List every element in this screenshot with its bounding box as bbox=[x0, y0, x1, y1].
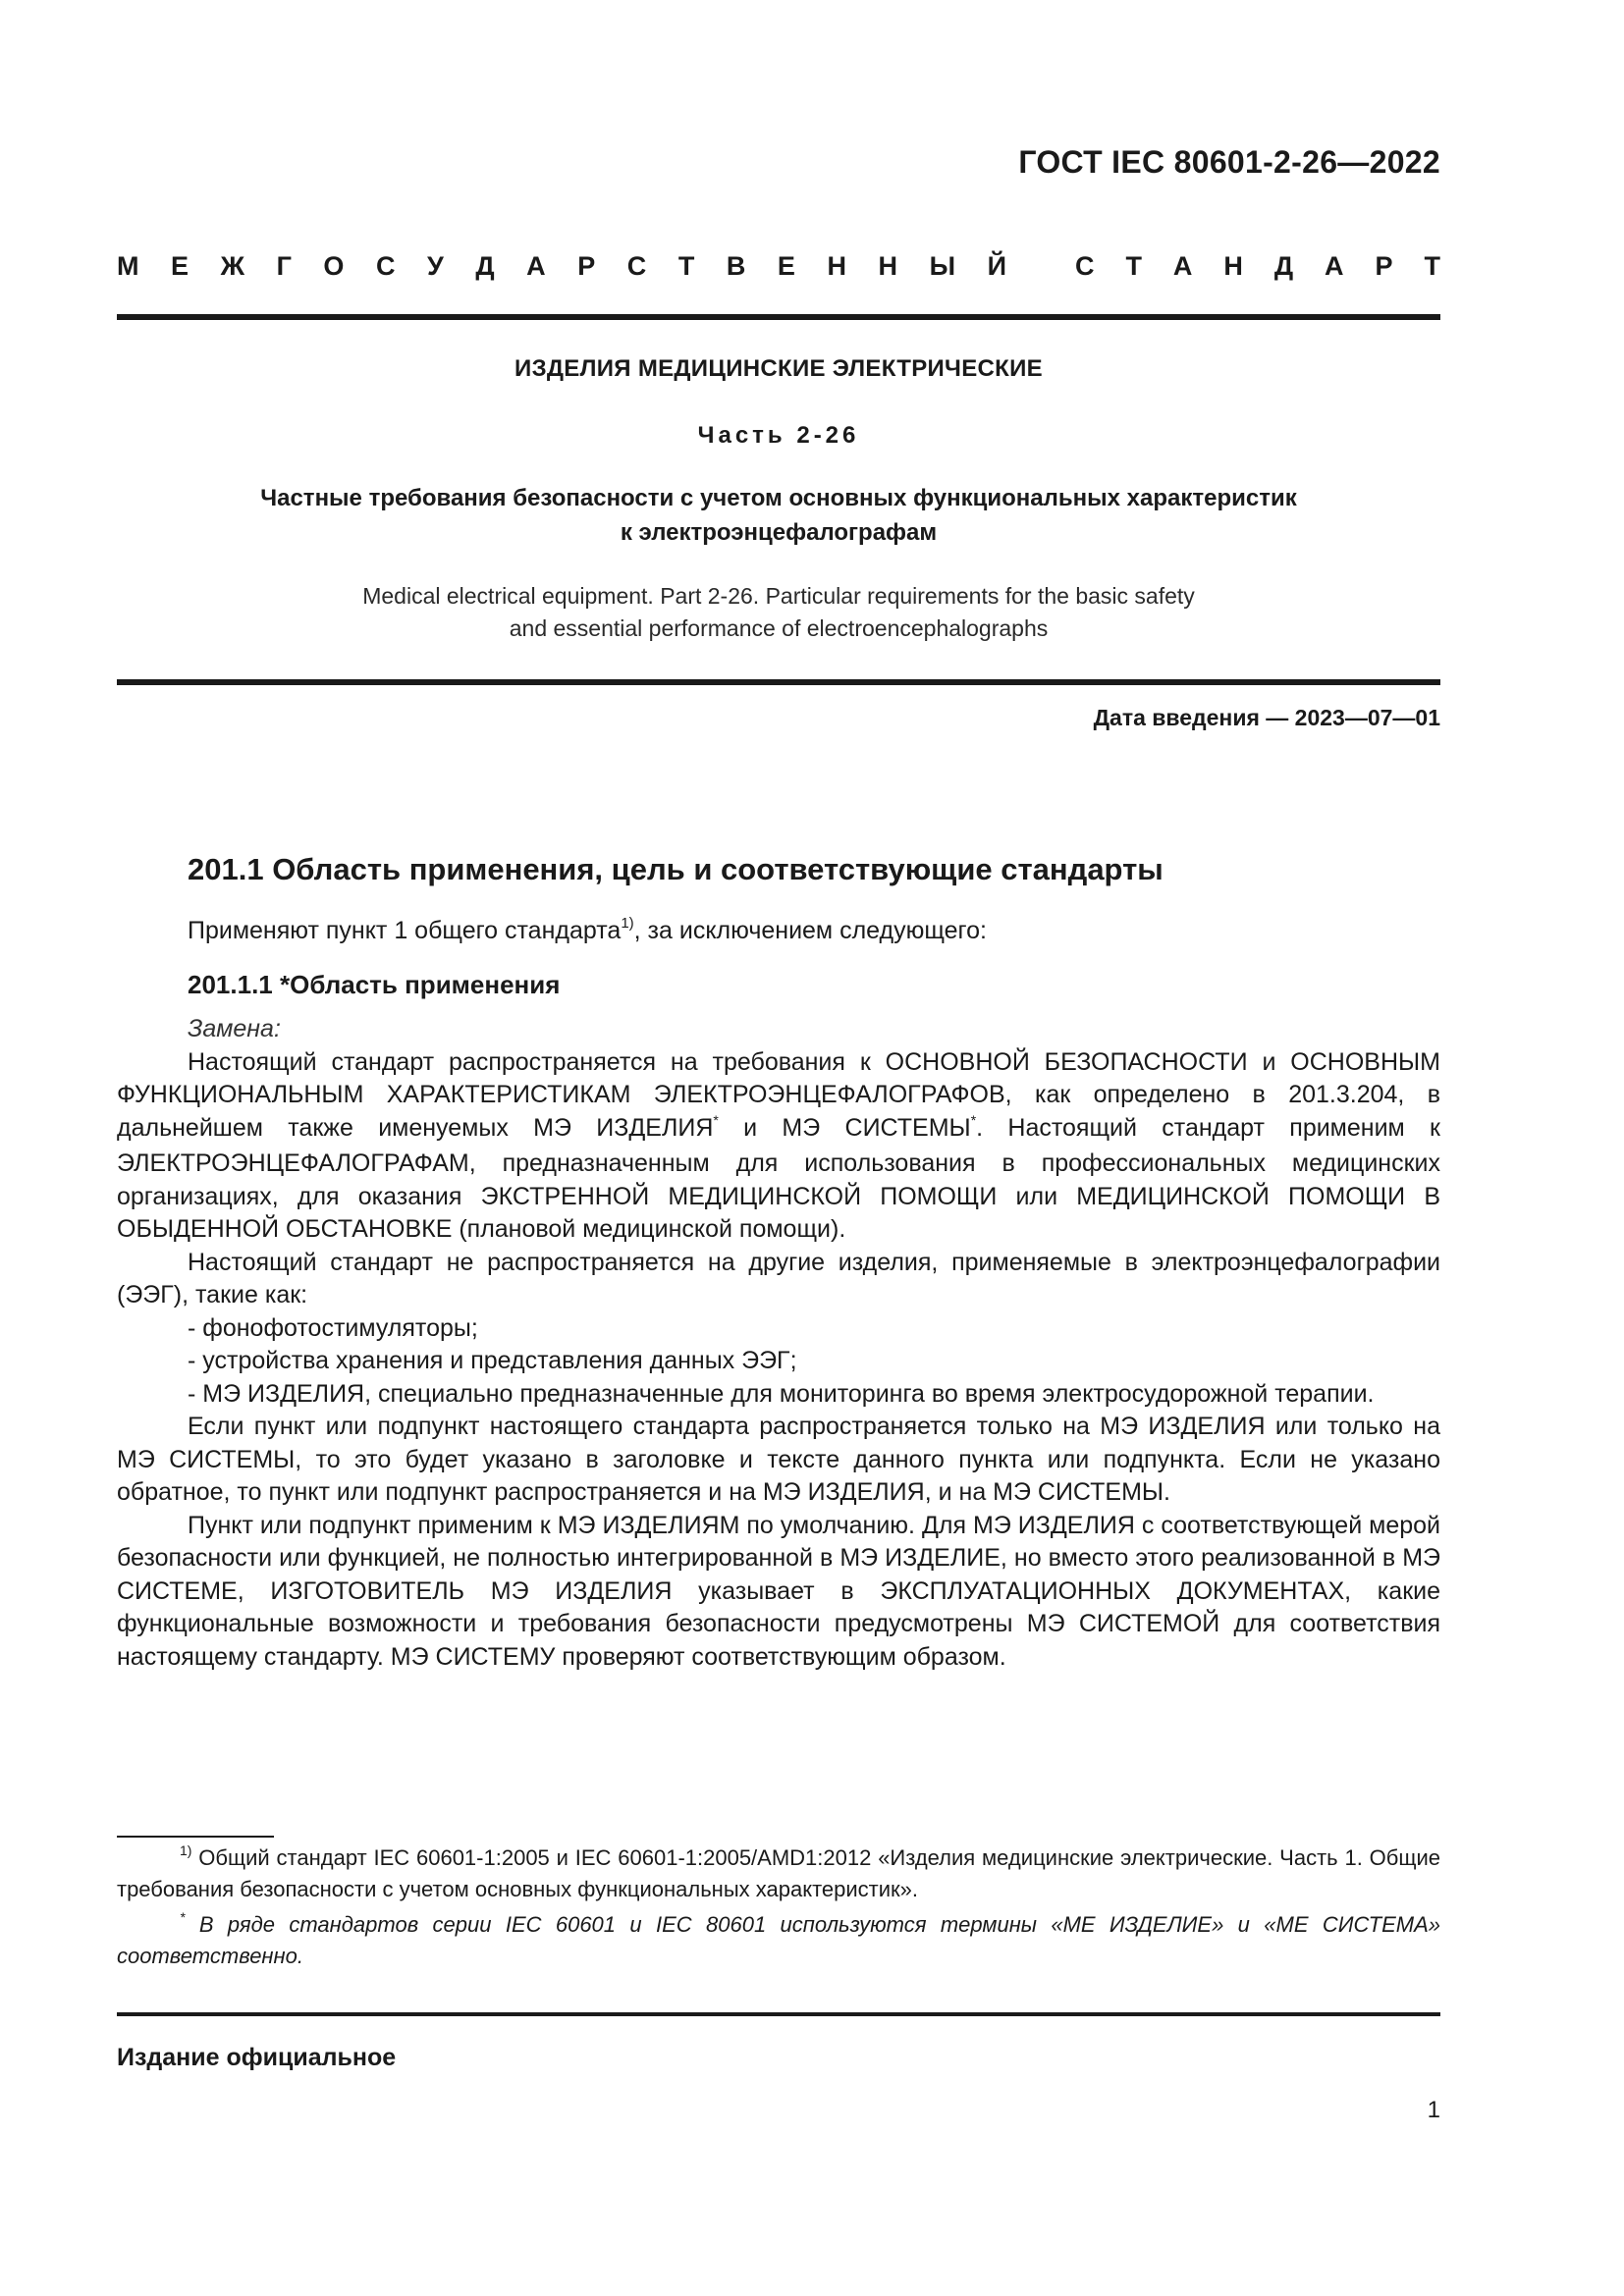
banner-letter: А bbox=[1172, 251, 1193, 281]
section-intro bbox=[188, 917, 987, 945]
banner-letter: С bbox=[626, 251, 647, 281]
footer-rule bbox=[117, 2012, 1440, 2016]
banner-letter: С bbox=[375, 251, 396, 281]
subtitle-line-2: к электроэнцефалографам bbox=[620, 519, 938, 546]
english-title-line-2: and essential performance of electroencephalographs bbox=[509, 615, 1049, 641]
footnote-star-ref: * bbox=[713, 1111, 719, 1128]
banner-letter: У bbox=[427, 251, 444, 281]
subtitle-line-1: Частные требования безопасности с учетом основных функциональных характеристик bbox=[260, 485, 1297, 511]
banner-letter: Д bbox=[475, 251, 495, 281]
footnote-2-mark: * bbox=[180, 1909, 186, 1925]
paragraph-default: Пункт или подпункт применим к МЭ ИЗДЕЛИЯМ по умолчанию. Для МЭ ИЗДЕЛИЯ с соответствующей мерой безопасности или функцией, не полностью интегрированной в МЭ ИЗДЕЛИЕ, но вместо этого реализованной в МЭ СИСТЕМЕ, ИЗГОТОВИТЕЛЬ МЭ ИЗДЕЛИЯ указывает в ЭКСПЛУАТАЦИОННЫХ ДОКУМЕНТАХ, какие функциональные возможности и требования безопасности предусмотрены МЭ СИСТЕМОЙ для соответствия настоящему стандарту. МЭ СИСТЕМУ проверяют соответствующим образом. bbox=[117, 1511, 1440, 1671]
banner-letter: Й bbox=[987, 251, 1006, 281]
interstate-standard-banner bbox=[117, 251, 1440, 282]
section-heading: 201.1 Область применения, цель и соответствующие стандарты bbox=[188, 852, 1164, 886]
paragraph-exclusions: Настоящий стандарт не распространяется на другие изделия, применяемые в электроэнцефалографии (ЭЭГ), такие как: bbox=[117, 1248, 1440, 1308]
replacement-label: Замена: bbox=[188, 1015, 281, 1042]
banner-letter: Т bbox=[677, 251, 695, 281]
banner-letter: А bbox=[1325, 251, 1344, 281]
banner-letter: Н bbox=[878, 251, 898, 281]
list-item: - устройства хранения и представления данных ЭЭГ; bbox=[188, 1347, 797, 1374]
banner-letter: В bbox=[726, 251, 746, 281]
banner-letter: Т bbox=[1125, 251, 1142, 281]
para1-part-c: . Настоящий стандарт применим к ЭЛЕКТРОЭНЦЕФАЛОГРАФАМ, предназначенным для использования в профессиональных медицинских организациях, для оказания ЭКСТРЕННОЙ МЕДИЦИНСКОЙ ПОМОЩИ или МЕДИЦИНСКОЙ ПОМОЩИ В ОБЫДЕННОЙ ОБСТАНОВКЕ (плановой медицинской помощи). bbox=[117, 1113, 1440, 1243]
banner-letter: Ы bbox=[929, 251, 956, 281]
list-item: - МЭ ИЗДЕЛИЯ, специально предназначенные для мониторинга во время электросудорожной терапии. bbox=[188, 1379, 1375, 1408]
paragraph-applicability: Если пункт или подпункт настоящего стандарта распространяется только на МЭ ИЗДЕЛИЯ или только на МЭ СИСТЕМЫ, то это будет указано в заголовке и тексте данного пункта или подпункта. Если не указано обратное, то пункт или подпункт распространяется и на МЭ ИЗДЕЛИЯ, и на МЭ СИСТЕМЫ. bbox=[117, 1413, 1440, 1506]
footnote-2-text: В ряде стандартов серии IEC 60601 и IEC 80601 используются термины «МЕ ИЗДЕЛИЕ» и «МЕ СИСТЕМА» соответственно. bbox=[117, 1912, 1440, 1968]
english-title-line-1: Medical electrical equipment. Part 2-26. Particular requirements for the basic safety bbox=[362, 583, 1195, 609]
footnote-1 bbox=[117, 1843, 1440, 1904]
banner-letter: С bbox=[1075, 251, 1095, 281]
banner-letter: Р bbox=[1375, 251, 1393, 281]
banner-letter: Н bbox=[1223, 251, 1243, 281]
banner-letter: Р bbox=[577, 251, 596, 281]
banner-letter: Д bbox=[1273, 251, 1294, 281]
banner-letter: А bbox=[526, 251, 546, 281]
banner-word-standard bbox=[1075, 251, 1440, 282]
banner-letter: Т bbox=[1424, 251, 1440, 281]
part-number: Часть 2-26 bbox=[697, 422, 860, 449]
footnote-2 bbox=[117, 1910, 1440, 1971]
document-title: ИЗДЕЛИЯ МЕДИЦИНСКИЕ ЭЛЕКТРИЧЕСКИЕ bbox=[514, 355, 1043, 382]
page-number: 1 bbox=[1427, 2097, 1440, 2123]
paragraph-scope bbox=[117, 1046, 1440, 1247]
subsection-heading: 201.1.1 *Область применения bbox=[188, 970, 561, 999]
banner-word-interstate bbox=[117, 251, 1006, 282]
banner-letter: Е bbox=[777, 251, 795, 281]
official-edition-label: Издание официальное bbox=[117, 2044, 397, 2071]
intro-text-after: , за исключением следующего: bbox=[633, 917, 987, 944]
banner-letter: М bbox=[117, 251, 139, 281]
banner-letter: Г bbox=[276, 251, 292, 281]
banner-letter: Ж bbox=[220, 251, 245, 281]
banner-letter: О bbox=[323, 251, 345, 281]
banner-letter: Н bbox=[827, 251, 846, 281]
title-rule bbox=[117, 679, 1440, 685]
footnote-star-ref: * bbox=[970, 1111, 977, 1128]
english-title bbox=[117, 580, 1440, 645]
footnote-1-text: Общий стандарт IEC 60601-1:2005 и IEC 60601-1:2005/AMD1:2012 «Изделия медицинские электрические. Часть 1. Общие требования безопасности с учетом основных функциональных характеристик». bbox=[117, 1845, 1440, 1901]
section-body bbox=[117, 1013, 1440, 1674]
list-item: - фонофотостимуляторы; bbox=[188, 1313, 478, 1342]
intro-text-before: Применяют пункт 1 общего стандарта bbox=[188, 917, 622, 944]
para1-part-a: Настоящий стандарт распространяется на требования к ОСНОВНОЙ БЕЗОПАСНОСТИ и ОСНОВНЫМ ФУНКЦИОНАЛЬНЫМ ХАРАКТЕРИСТИКАМ ЭЛЕКТРОЭНЦЕФАЛОГРАФОВ, как определено в 201.3.204, в дальнейшем также именуемых МЭ ИЗДЕЛИЯ bbox=[117, 1047, 1440, 1142]
introduction-date: Дата введения — 2023—07—01 bbox=[1093, 705, 1440, 730]
gost-code: ГОСТ IEC 80601-2-26—2022 bbox=[1018, 144, 1440, 180]
para1-part-b: и МЭ СИСТЕМЫ bbox=[718, 1113, 971, 1142]
banner-letter: Е bbox=[171, 251, 189, 281]
footnote-ref-1: 1) bbox=[621, 915, 634, 932]
footnotes bbox=[117, 1843, 1440, 1977]
footnote-separator bbox=[117, 1836, 274, 1838]
header-rule bbox=[117, 314, 1440, 320]
footnote-1-mark: 1) bbox=[180, 1842, 192, 1858]
document-subtitle bbox=[117, 481, 1440, 550]
